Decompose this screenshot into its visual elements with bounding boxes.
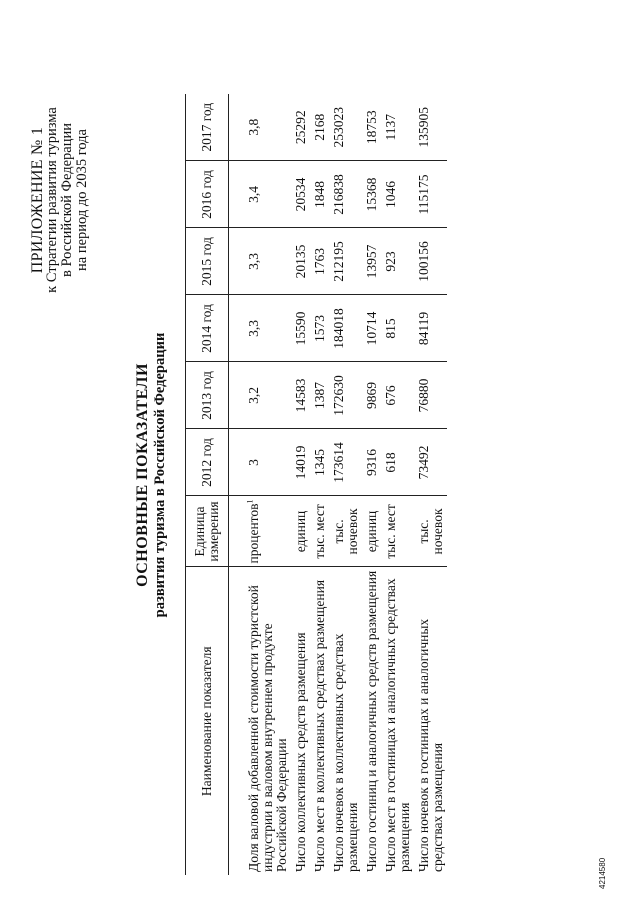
value-cell: 1345 (310, 429, 329, 496)
header-year: 2017 год (186, 94, 229, 161)
value-cell: 100156 (414, 228, 447, 295)
header-year: 2015 год (186, 228, 229, 295)
value-cell: 3,3 (229, 228, 292, 295)
table-row (229, 94, 292, 875)
header-indicator: Наименование показателя (186, 567, 229, 875)
indicator-unit: единиц (362, 496, 381, 567)
value-cell: 20135 (291, 228, 310, 295)
appendix-block (30, 50, 90, 350)
value-cell: 73492 (414, 429, 447, 496)
value-cell: 172630 (329, 362, 362, 429)
value-cell: 1387 (310, 362, 329, 429)
indicator-unit: тыс. мест (381, 496, 414, 567)
header-year: 2014 год (186, 295, 229, 362)
indicator-unit: единиц (291, 496, 310, 567)
value-cell: 1046 (381, 161, 414, 228)
header-year: 2012 год (186, 429, 229, 496)
value-cell: 18753 (362, 94, 381, 161)
document-code: 4214580 (598, 857, 607, 889)
value-cell: 3,3 (229, 295, 292, 362)
value-cell: 1848 (310, 161, 329, 228)
indicator-unit: тыс. ночевок (414, 496, 447, 567)
table-row (310, 94, 329, 875)
value-cell: 184018 (329, 295, 362, 362)
value-cell: 10714 (362, 295, 381, 362)
indicator-name: Число ночевок в коллективных средствах размещения (331, 633, 360, 872)
table-row (362, 94, 381, 875)
appendix-title: ПРИЛОЖЕНИЕ № 1 (29, 126, 46, 274)
indicator-name: Число мест в коллективных средствах размещения (312, 579, 327, 872)
indicator-unit: тыс. мест (310, 496, 329, 567)
value-cell: 14583 (291, 362, 310, 429)
value-cell: 13957 (362, 228, 381, 295)
appendix-line-2: в Российской Федерации (59, 122, 75, 278)
value-cell: 25292 (291, 94, 310, 161)
value-cell: 9869 (362, 362, 381, 429)
value-cell: 212195 (329, 228, 362, 295)
value-cell: 135905 (414, 94, 447, 161)
value-cell: 3 (229, 429, 292, 496)
table-row (414, 94, 447, 875)
value-cell: 115175 (414, 161, 447, 228)
indicator-unit: тыс. ночевок (329, 496, 362, 567)
value-cell: 15368 (362, 161, 381, 228)
table-header-row (186, 94, 229, 875)
indicator-name: Число ночевок в гостиницах и аналогичных средствах размещения (416, 618, 445, 872)
value-cell: 253023 (329, 94, 362, 161)
header-year: 2013 год (186, 362, 229, 429)
value-cell: 20534 (291, 161, 310, 228)
value-cell: 3,8 (229, 94, 292, 161)
value-cell: 9316 (362, 429, 381, 496)
indicator-unit (229, 496, 292, 567)
value-cell: 815 (381, 295, 414, 362)
appendix-line-3: на период до 2035 года (74, 129, 90, 271)
indicator-name: Доля валовой добавленной стоимости туристской индустрии в валовом внутреннем продукте Российской Федерации (246, 585, 289, 872)
value-cell: 76880 (414, 362, 447, 429)
value-cell: 173614 (329, 429, 362, 496)
value-cell: 3,2 (229, 362, 292, 429)
appendix-line-1: к Стратегии развития туризма (44, 107, 60, 293)
value-cell: 2168 (310, 94, 329, 161)
footnote-mark: 1 (245, 499, 255, 504)
value-cell: 923 (381, 228, 414, 295)
value-cell: 1137 (381, 94, 414, 161)
indicator-name: Число коллективных средств размещения (293, 632, 308, 872)
document-heading: ОСНОВНЫЕ ПОКАЗАТЕЛИ (134, 363, 151, 587)
value-cell: 84119 (414, 295, 447, 362)
value-cell: 216838 (329, 161, 362, 228)
value-cell: 1763 (310, 228, 329, 295)
value-cell: 15590 (291, 295, 310, 362)
value-cell: 676 (381, 362, 414, 429)
unit-text: процентов (246, 503, 261, 564)
indicator-name: Число мест в гостиницах и аналогичных средствах размещения (383, 578, 412, 872)
value-cell: 618 (381, 429, 414, 496)
table-row (381, 94, 414, 875)
header-unit: Единица измерения (186, 496, 229, 567)
table-row (329, 94, 362, 875)
value-cell: 1573 (310, 295, 329, 362)
table-row (291, 94, 310, 875)
document-subheading: развития туризма в Российской Федерации (152, 332, 168, 618)
value-cell: 14019 (291, 429, 310, 496)
indicators-table (185, 94, 447, 875)
indicator-name: Число гостиниц и аналогичных средств размещения (364, 570, 379, 872)
value-cell: 3,4 (229, 161, 292, 228)
header-year: 2016 год (186, 161, 229, 228)
